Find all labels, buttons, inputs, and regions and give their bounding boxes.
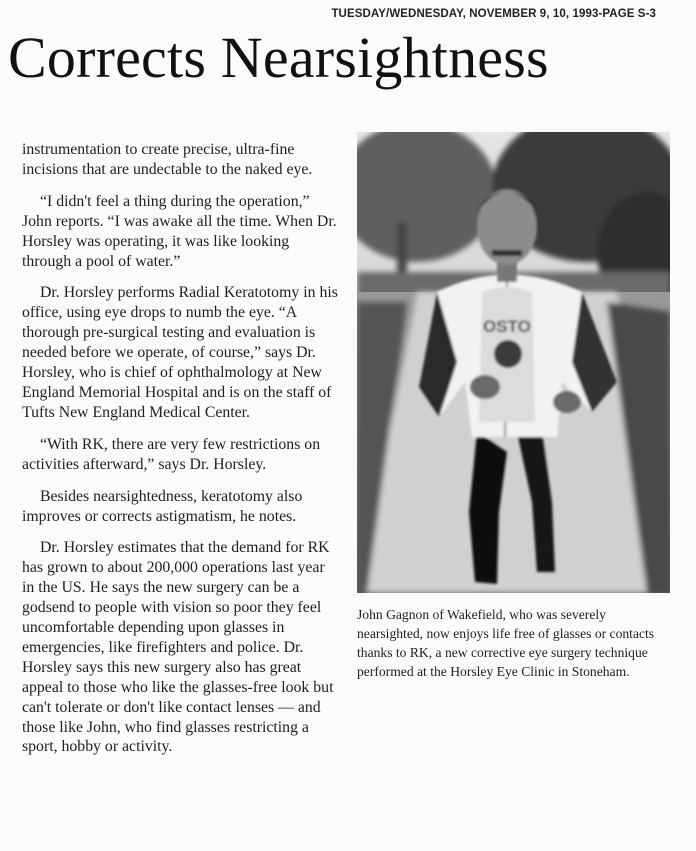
article-paragraph: Besides nearsightedness, keratotomy also improves or corrects astigmatism, he notes. bbox=[22, 487, 303, 525]
article-column bbox=[22, 140, 340, 769]
article-paragraph: instrumentation to create precise, ultra-fine incisions that are undectable to the naked eye. bbox=[22, 141, 313, 178]
article-paragraph: “With RK, there are very few restrictions on activities afterward,” says Dr. Horsley. bbox=[22, 435, 321, 473]
article-paragraph: Dr. Horsley estimates that the demand for RK has grown to about 200,000 operations last year in the US. He says the new surgery can be a godsend to people with vision so poor they feel uncomfortable depending upon glasses in emergencies, like firefighters and police. Dr. Horsley says this new surgery also has great appeal to those who like the glasses-free look but can't tolerate or don't like contact lenses — and those like John, who find glasses restricting a sport, hobby or activity. bbox=[22, 539, 334, 756]
article-paragraph: “I didn't feel a thing during the operation,” John reports. “I was awake all the time. When Dr. Horsley was operating, it was like looking through a pool of water.” bbox=[22, 192, 337, 270]
shirt-lettering: OSTO bbox=[483, 317, 531, 336]
runner-photo bbox=[357, 132, 670, 593]
dateline: TUESDAY/WEDNESDAY, NOVEMBER 9, 10, 1993-PAGE S-3 bbox=[331, 8, 656, 20]
article-paragraph: Dr. Horsley performs Radial Keratotomy in his office, using eye drops to numb the eye. “A thorough pre-surgical testing and evaluation is needed before we operate, of course,” says Dr. Horsley, who is chief of ophthalmology at New England Memorial Hospital and is on the staff of Tufts New England Medical Center. bbox=[22, 284, 338, 421]
photo-caption: John Gagnon of Wakefield, who was severely nearsighted, now enjoys life free of glasses or contacts thanks to RK, a new corrective eye surgery technique performed at the Horsley Eye Clinic in Stoneham. bbox=[357, 607, 655, 679]
headline: Corrects Nearsightness bbox=[8, 25, 549, 90]
